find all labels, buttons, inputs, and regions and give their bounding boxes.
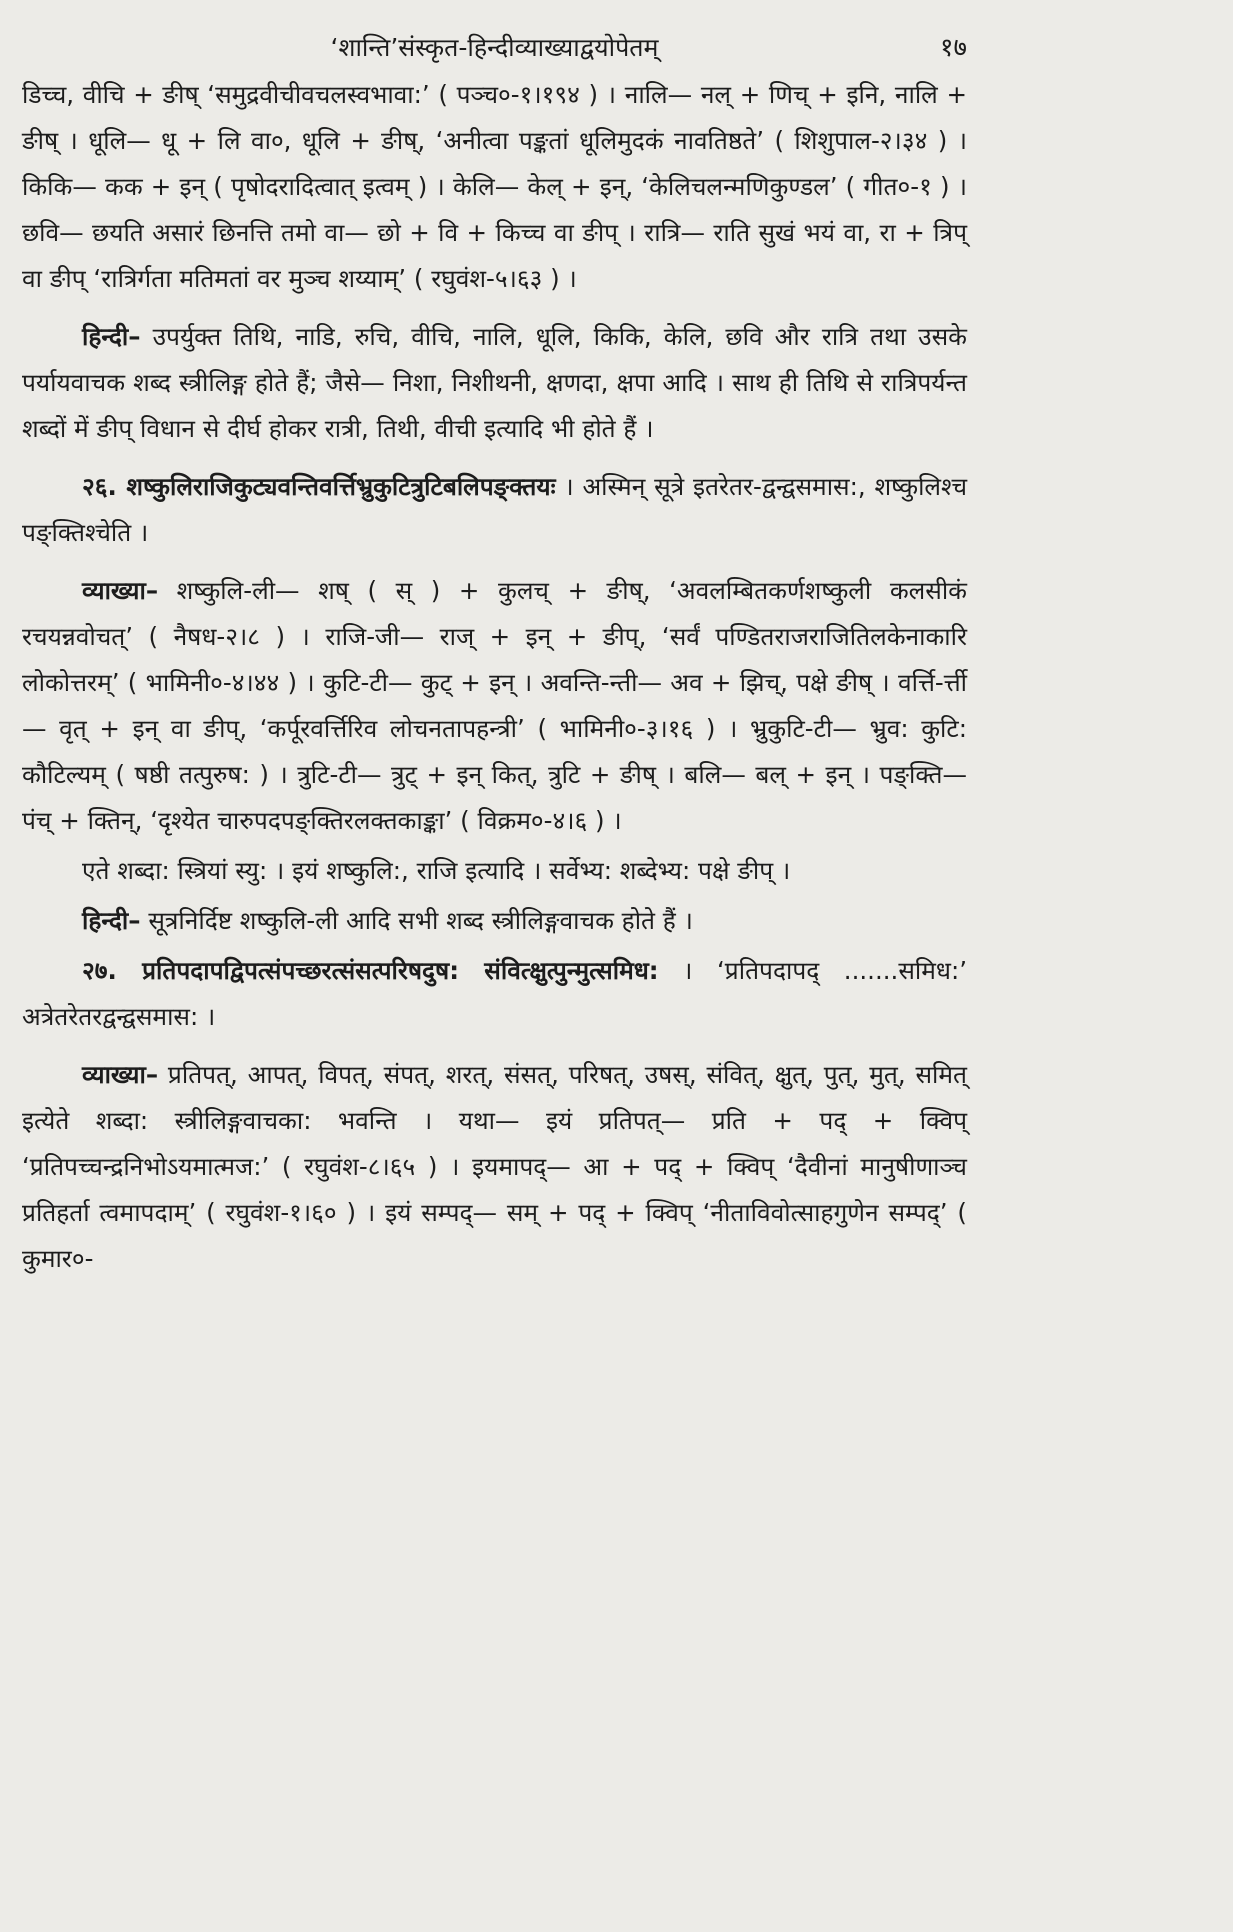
vyakhya-label: व्याख्या– [82,576,159,605]
paragraph-vyakhya-27 [22,1052,967,1282]
paragraph-summary [22,848,967,894]
page-number: १७ [939,33,967,63]
paragraph-text: डिच्च, वीचि + ङीष् ‘समुद्रवीचीवचलस्वभावा:’ ( पञ्च०-१।१९४ ) । नालि— नल् + णिच् + इनि, नालि + ङीष् । धूलि— धू + लि वा०, धूलि + ङीष्, ‘अनीत्वा पङ्कतां धूलिमुदकं नावतिष्ठते’ ( शिशुपाल-२।३४ ) । किकि— कक + इन् ( पृषोदरादित्वात् इत्वम् ) । केलि— केल् + इन्, ‘केलिचलन्मणिकुण्डल’ ( गीत०-१ ) । छवि— छयति असारं छिनत्ति तमो वा— छो + वि + किच्च वा ङीप् । रात्रि— राति सुखं भयं वा, रा + त्रिप् वा ङीप् ‘रात्रिर्गता मतिमतां वर मुञ्च शय्याम्’ ( रघुवंश-५।६३ ) । [22,80,967,293]
paragraph-text: सूत्रनिर्दिष्ट शष्कुलि-ली आदि सभी शब्द स्त्रीलिङ्गवाचक होते हैं । [140,906,693,935]
paragraph-continuation [22,72,967,302]
hindi-label: हिन्दी– [82,906,141,935]
sutra-26 [22,464,967,556]
paragraph-text: । अस्मिन् सूत्रे इतरेतर-द्वन्द्वसमास:, शष्कुलिश्च पङ्क्तिश्चेति । [22,472,968,547]
paragraph-text: । ‘प्रतिपदापद् .......समिध:’ अत्रेतरेतरद्वन्द्वसमास: । [22,956,967,1031]
paragraph-text: प्रतिपत्, आपत्, विपत्, संपत्, शरत्, संसत्, परिषत्, उषस्, संवित्, क्षुत्, पुत्, मुत्, समित् इत्येते शब्दा: स्त्रीलिङ्गवाचका: भवन्ति । यथा— इयं प्रतिपत्— प्रति + पद् + क्विप् ‘प्रतिपच्चन्द्रनिभोऽयमात्मज:’ ( रघुवंश-८।६५ ) । इयमापद्— आ + पद् + क्विप् ‘दैवीनां मानुषीणाञ्च प्रतिहर्ता त्वमापदाम्’ ( रघुवंश-१।६० ) । इयं सम्पद्— सम् + पद् + क्विप् ‘नीताविवोत्साहगुणेन सम्पद्’ ( कुमार०- [22,1060,968,1273]
vyakhya-label: व्याख्या– [82,1060,159,1089]
paragraph-text: एते शब्दा: स्त्रियां स्यु: । इयं शष्कुलि:, राजि इत्यादि । सर्वेभ्य: शब्देभ्य: पक्षे ङीप् । [82,856,791,885]
sutra-27 [22,948,967,1040]
paragraph-text: शष्कुलि-ली— शष् ( स् ) + कुलच् + ङीष्, ‘अवलम्बितकर्णशष्कुली कलसीकं रचयन्नवोचत्’ ( नैषध-२।८ ) । राजि-जी— राज् + इन् + ङीप्, ‘सर्वं पण्डितराजराजितिलकेनाकारि लोकोत्तरम्’ ( भामिनी०-४।४४ ) । कुटि-टी— कुट् + इन् । अवन्ति-न्ती— अव + झिच्, पक्षे ङीष् । वर्त्ति-र्त्ती— वृत् + इन् वा ङीप्, ‘कर्पूरवर्त्तिरिव लोचनतापहन्त्री’ ( भामिनी०-३।१६ ) । भ्रुकुटि-टी— भ्रुव: कुटि: कौटिल्यम् ( षष्ठी तत्पुरुष: ) । त्रुटि-टी— त्रुट् + इन् कित्, त्रुटि + ङीष् । बलि— बल् + इन् । पङ्क्ति— पंच् + क्तिन्, ‘दृश्येत चारुपदपङ्क्तिरलक्तकाङ्का’ ( विक्रम०-४।६ ) । [22,576,967,835]
paragraph-hindi-1 [22,314,967,452]
running-title: ‘शान्ति’संस्कृत-हिन्दीव्याख्याद्वयोपेतम् [330,33,659,62]
paragraph-hindi-2 [22,898,967,944]
sutra-text: २७. प्रतिपदापद्विपत्संपच्छरत्संसत्परिषदुष: संवित्क्षुत्पुन्मुत्समिध: [82,956,659,985]
paragraph-text: उपर्युक्त तिथि, नाडि, रुचि, वीचि, नालि, धूलि, किकि, केलि, छवि और रात्रि तथा उसके पर्यायवाचक शब्द स्त्रीलिङ्ग होते हैं; जैसे— निशा, निशीथनी, क्षणदा, क्षपा आदि । साथ ही तिथि से रात्रिपर्यन्त शब्दों में ङीप् विधान से दीर्घ होकर रात्री, तिथी, वीची इत्यादि भी होते हैं । [22,322,967,443]
running-header [22,28,967,72]
hindi-label: हिन्दी– [82,322,141,351]
sutra-text: २६. शष्कुलिराजिकुट्यवन्तिवर्त्तिभ्रुकुटित्रुटिबलिपङ्क्तयः [82,472,556,501]
paragraph-vyakhya-26 [22,568,967,844]
